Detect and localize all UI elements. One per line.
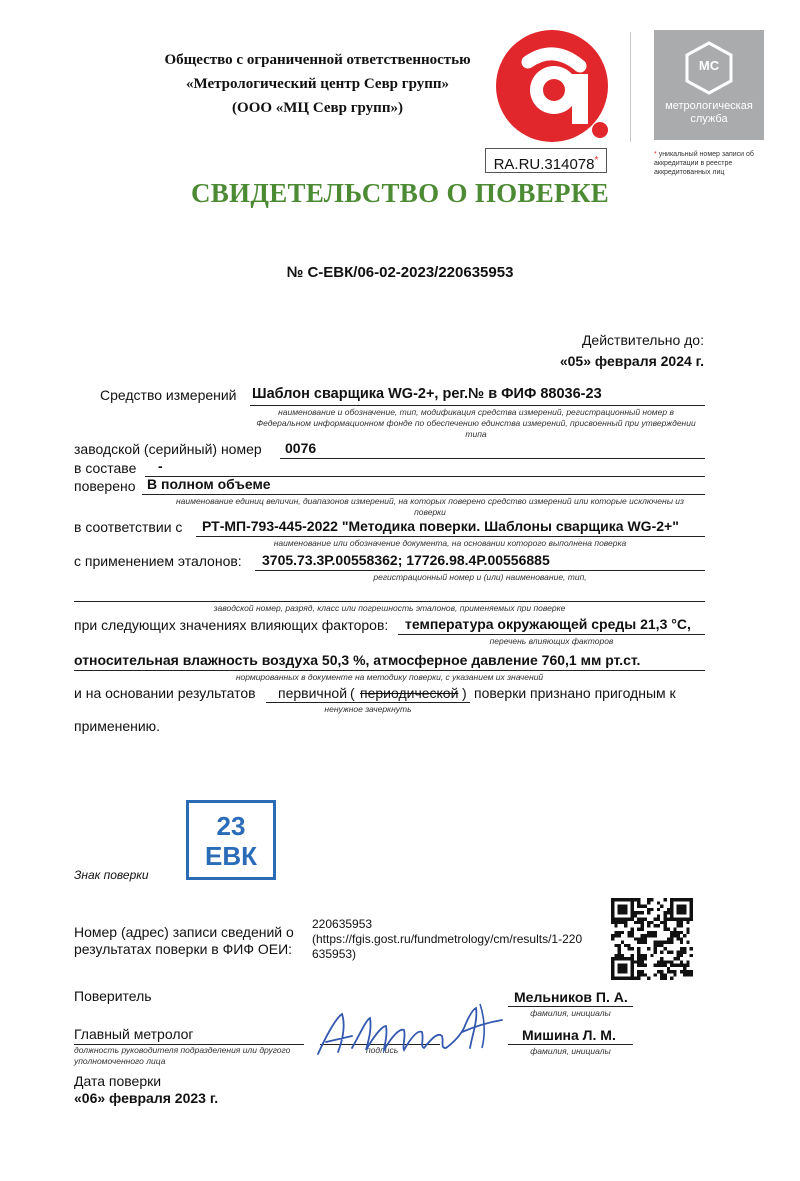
accreditation-logo-icon bbox=[492, 26, 617, 151]
factors-underline-2 bbox=[74, 670, 705, 671]
verifier-label: Поверитель bbox=[74, 988, 152, 1004]
result-note: ненужное зачеркнуть bbox=[324, 704, 412, 714]
instrument-label: Средство измерений bbox=[100, 387, 237, 403]
chief-name-note: фамилия, инициалы bbox=[530, 1046, 611, 1056]
factors-note-1: перечень влияющих факторов bbox=[489, 636, 614, 646]
instrument-note: наименование и обозначение, тип, модификация средства измерений, регистрационный номер в Федеральном информационном фонде по обеспечению единства измерений, присвоенный при утверждении типа bbox=[256, 407, 696, 439]
standards-label: с применением эталонов: bbox=[74, 553, 242, 569]
method-value: РТ-МП-793-445-2022 "Методика поверки. Шаблоны сварщика WG-2+" bbox=[202, 518, 679, 534]
result-primary: первичной bbox=[278, 685, 348, 701]
serial-value: 0076 bbox=[285, 440, 317, 456]
verification-mark-label: Знак поверки bbox=[74, 868, 149, 882]
metrological-service-badge bbox=[654, 30, 764, 140]
certificate-number: № С-ЕВК/06-02-2023/220635953 bbox=[286, 264, 514, 281]
verified-note: наименование единиц величин, диапазонов измерений, на которых поверено средство измерений или которые исключены из поверки bbox=[175, 496, 684, 517]
date-value: «06» февраля 2023 г. bbox=[74, 1090, 219, 1106]
method-label: в соответствии с bbox=[74, 519, 183, 535]
standards-underline bbox=[255, 570, 705, 571]
method-underline bbox=[196, 536, 705, 537]
result-paren-close: ) bbox=[462, 685, 467, 701]
verified-value: В полном объеме bbox=[147, 476, 271, 492]
fif-label bbox=[74, 924, 294, 958]
result-paren-open: ( bbox=[350, 685, 355, 701]
handwritten-signature bbox=[312, 996, 512, 1062]
result-periodic-struck: периодической bbox=[360, 685, 459, 701]
instrument-underline bbox=[250, 405, 705, 406]
composition-label: в составе bbox=[74, 460, 137, 476]
org-name-line3: (ООО «МЦ Севр групп») bbox=[232, 100, 403, 116]
stamp-code: ЕВК bbox=[205, 841, 257, 871]
chief-name-underline bbox=[508, 1044, 633, 1045]
chief-position-note: должность руководителя подразделения или другого уполномоченного лица bbox=[74, 1045, 291, 1066]
verified-label: поверено bbox=[74, 478, 136, 494]
org-name-line2: «Метрологический центр Севр групп» bbox=[185, 76, 449, 92]
valid-until-date: «05» февраля 2024 г. bbox=[559, 353, 704, 369]
standards-value: 3705.73.3Р.00558362; 17726.98.4Р.00556885 bbox=[262, 552, 550, 568]
fif-value bbox=[312, 917, 582, 962]
result-underline bbox=[266, 702, 470, 703]
result-prefix: и на основании результатов bbox=[74, 685, 256, 701]
method-note: наименование или обозначение документа, на основании которого выполнена поверка bbox=[273, 538, 627, 548]
fif-label-line2: результатах поверки в ФИФ ОЕИ: bbox=[74, 941, 293, 957]
verification-mark-stamp bbox=[186, 800, 276, 880]
composition-value: - bbox=[158, 458, 163, 474]
standards-note-1: регистрационный номер и (или) наименование, тип, bbox=[373, 572, 587, 582]
factors-note-2: нормированных в документе на методику поверки, с указанием их значений bbox=[235, 672, 544, 682]
ra-number-box: RA.RU.314078* bbox=[485, 148, 607, 173]
verified-underline bbox=[142, 494, 705, 495]
date-label: Дата поверки bbox=[74, 1073, 162, 1089]
ms-badge-text: МС bbox=[698, 58, 720, 73]
verifier-underline bbox=[508, 1006, 633, 1007]
verifier-note: фамилия, инициалы bbox=[530, 1008, 611, 1018]
ra-number: RA.RU.314078 bbox=[493, 156, 595, 173]
result-line2: применению. bbox=[74, 718, 161, 734]
document-title: СВИДЕТЕЛЬСТВО О ПОВЕРКЕ bbox=[190, 178, 610, 208]
factors-label: при следующих значениях влияющих факторов: bbox=[74, 617, 389, 633]
fif-value-line3: 635953) bbox=[312, 947, 357, 961]
valid-until-label: Действительно до: bbox=[581, 332, 704, 348]
fif-value-line1: 220635953 bbox=[312, 917, 373, 931]
fif-label-line1: Номер (адрес) записи сведений о bbox=[74, 924, 294, 940]
chief-label: Главный метролог bbox=[74, 1026, 194, 1042]
fif-value-line2[interactable]: (https://fgis.gost.ru/fundmetrology/cm/results/1-220 bbox=[312, 932, 583, 946]
factors-underline-1 bbox=[398, 634, 705, 635]
stamp-year: 23 bbox=[216, 811, 246, 841]
instrument-value: Шаблон сварщика WG-2+, рег.№ в ФИФ 88036-23 bbox=[252, 386, 602, 402]
organization-header bbox=[140, 48, 495, 120]
serial-label: заводской (серийный) номер bbox=[74, 441, 262, 457]
org-name-line1: Общество с ограниченной ответственностью bbox=[164, 52, 471, 68]
factors-value-2: относительная влажность воздуха 50,3 %, атмосферное давление 760,1 мм рт.ст. bbox=[74, 652, 641, 668]
serial-underline bbox=[280, 458, 705, 459]
standards-note-2: заводской номер, разряд, класс или погрешность эталонов, применяемых при поверке bbox=[213, 603, 566, 613]
signature-note: подпись bbox=[366, 1045, 399, 1055]
ms-service-text: метрологическая служба bbox=[665, 100, 753, 125]
qr-code-icon[interactable] bbox=[611, 898, 693, 980]
chief-name: Мишина Л. М. bbox=[522, 1027, 616, 1043]
factors-value-1: температура окружающей среды 21,3 °С, bbox=[405, 616, 691, 632]
verifier-name: Мельников П. А. bbox=[514, 989, 628, 1005]
accreditation-note: * уникальный номер записи об аккредитации в реестре аккредитованных лиц bbox=[654, 151, 754, 176]
logo-divider bbox=[630, 32, 631, 142]
result-suffix: поверки признано пригодным к bbox=[474, 685, 676, 701]
standards-underline-2 bbox=[74, 601, 705, 602]
